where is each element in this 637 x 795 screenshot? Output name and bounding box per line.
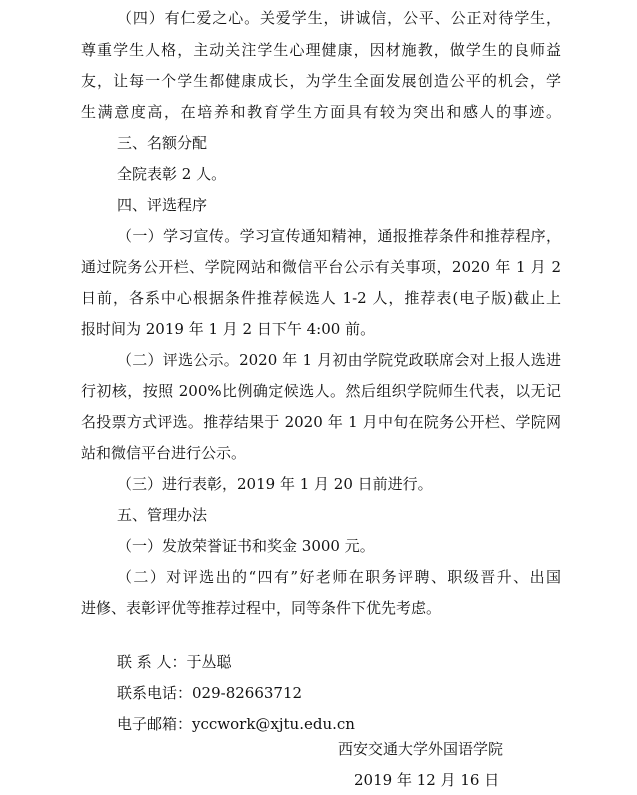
step1-line-4: 报时间为 2019 年 1 月 2 日下午 4:00 前。	[81, 320, 376, 338]
section5-heading: 五、管理办法	[117, 506, 208, 524]
section3-heading: 三、名额分配	[117, 134, 208, 152]
criterion4-line-4: 生满意度高，在培养和教育学生方面具有较为突出和感人的事迹。	[81, 103, 561, 121]
item2-line-1: （二）对评选出的“四有”好老师在职务评聘、职级晋升、出国	[117, 568, 561, 586]
criterion4-line-3: 友，让每一个学生都健康成长，为学生全面发展创造公平的机会，学	[81, 72, 561, 90]
step1-line-2: 通过院务公开栏、学院网站和微信平台公示有关事项，2020 年 1 月 2	[81, 258, 561, 276]
criterion4-line-1: （四）有仁爱之心。关爱学生，讲诚信，公平、公正对待学生，	[117, 9, 561, 27]
section4-heading: 四、评选程序	[117, 196, 208, 214]
step2-line-1: （二）评选公示。2020 年 1 月初由学院党政联席会对上报人选进	[117, 351, 561, 369]
signature-date: 2019 年 12 月 16 日	[354, 771, 500, 789]
step3-line: （三）进行表彰，2019 年 1 月 20 日前进行。	[117, 475, 433, 493]
step1-line-3: 日前，各系中心根据条件推荐候选人 1-2 人，推荐表(电子版)截止上	[81, 289, 561, 307]
signature-org: 西安交通大学外国语学院	[338, 740, 504, 758]
contact-email-text[interactable]: 电子邮箱：yccwork@xjtu.edu.cn	[117, 715, 355, 733]
contact-person: 联 系 人：于丛聪	[117, 653, 232, 671]
criterion4-line-2: 尊重学生人格，主动关注学生心理健康，因材施教，做学生的良师益	[81, 41, 561, 59]
step2-line-3: 名投票方式评选。推荐结果于 2020 年 1 月中旬在院务公开栏、学院网	[81, 413, 561, 431]
step2-line-4: 站和微信平台进行公示。	[81, 444, 247, 462]
item1-line: （一）发放荣誉证书和奖金 3000 元。	[117, 537, 375, 555]
step2-line-2: 行初核，按照 200%比例确定候选人。然后组织学院师生代表，以无记	[81, 382, 561, 400]
item2-line-2: 进修、表彰评优等推荐过程中，同等条件下优先考虑。	[81, 599, 442, 617]
contact-phone: 联系电话：029-82663712	[117, 684, 303, 702]
step1-line-1: （一）学习宣传。学习宣传通知精神，通报推荐条件和推荐程序，	[117, 227, 561, 245]
section3-body: 全院表彰 2 人。	[117, 165, 227, 183]
